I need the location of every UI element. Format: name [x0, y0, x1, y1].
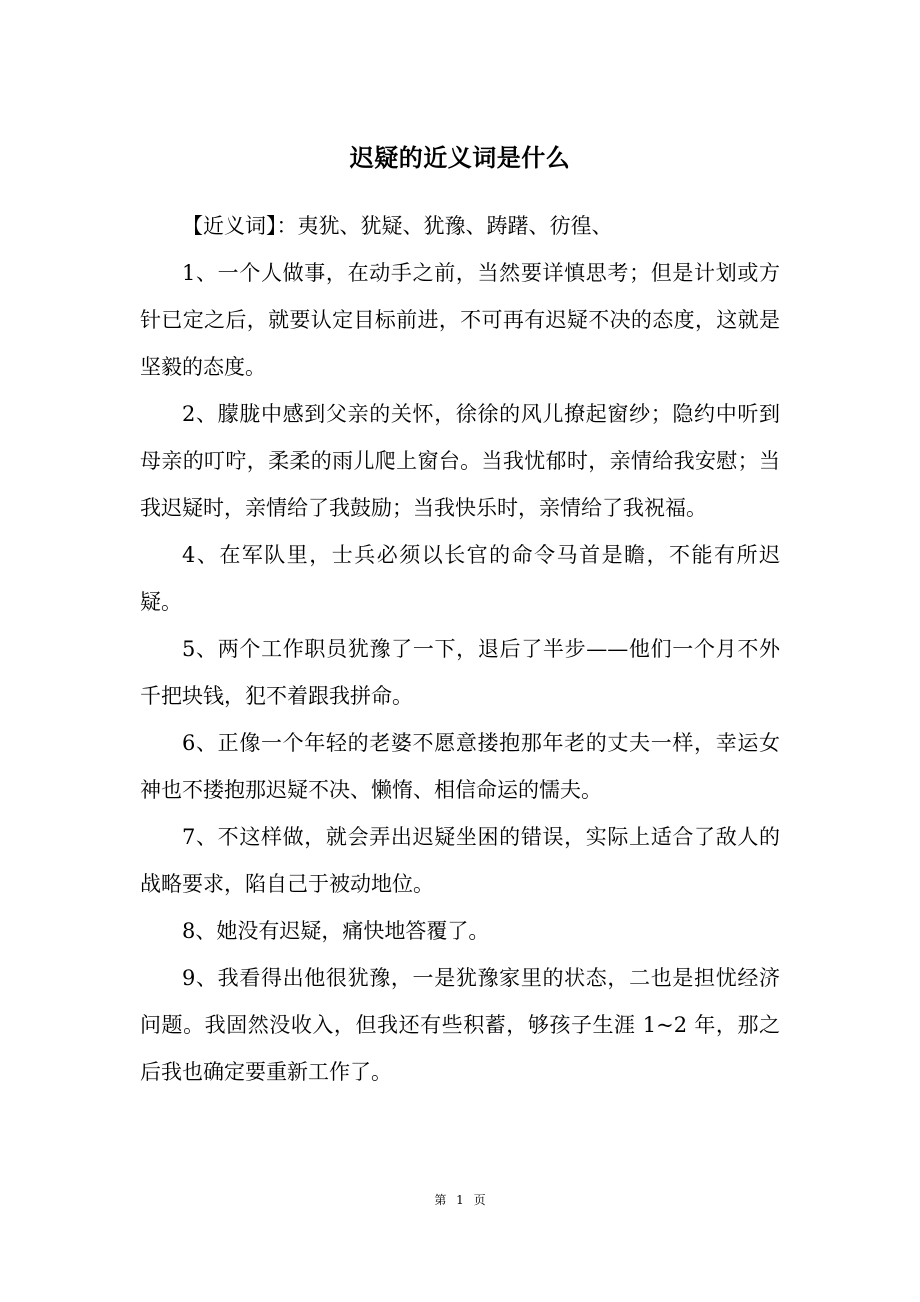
example-sentence: 8、她没有迟疑，痛快地答覆了。 — [182, 919, 490, 943]
example-sentence: 1、一个人做事，在动手之前，当然要详慎思考；但是计划或方针已定之后，就要认定目标前进，不可再有迟疑不决的态度，这就是坚毅的态度。 — [140, 261, 780, 379]
synonym-list: 【近义词】：夷犹、犹疑、犹豫、踌躇、彷徨、 — [182, 214, 613, 238]
example-sentence: 5、两个工作职员犹豫了一下，退后了半步——他们一个月不外千把块钱，犯不着跟我拼命。 — [140, 637, 780, 708]
example-sentence: 2、朦胧中感到父亲的关怀，徐徐的风儿撩起窗纱；隐约中听到母亲的叮咛，柔柔的雨儿爬上窗台。当我忧郁时，亲情给我安慰；当我迟疑时，亲情给了我鼓励；当我快乐时，亲情给了我祝福。 — [140, 402, 780, 520]
page-label-prefix: 第 — [434, 1193, 447, 1207]
example-sentence: 4、在军队里，士兵必须以长官的命令马首是瞻，不能有所迟疑。 — [140, 543, 780, 614]
example-sentence: 7、不这样做，就会弄出迟疑坐困的错误，实际上适合了敌人的战略要求，陷自己于被动地位。 — [140, 825, 780, 896]
page-title: 迟疑的近义词是什么 — [349, 144, 571, 172]
example-sentence: 9、我看得出他很犹豫，一是犹豫家里的状态，二也是担忧经济问题。我固然没收入，但我还有些积蓄，够孩子生涯 1~2 年，那之后我也确定要重新工作了。 — [140, 966, 780, 1084]
page-label-suffix: 页 — [473, 1193, 486, 1207]
example-sentence: 6、正像一个年轻的老婆不愿意搂抱那年老的丈夫一样，幸运女神也不搂抱那迟疑不决、懒惰、相信命运的懦夫。 — [140, 731, 780, 802]
page-footer — [0, 1190, 920, 1210]
document-body — [140, 203, 780, 1096]
page-number: 1 — [456, 1193, 464, 1207]
